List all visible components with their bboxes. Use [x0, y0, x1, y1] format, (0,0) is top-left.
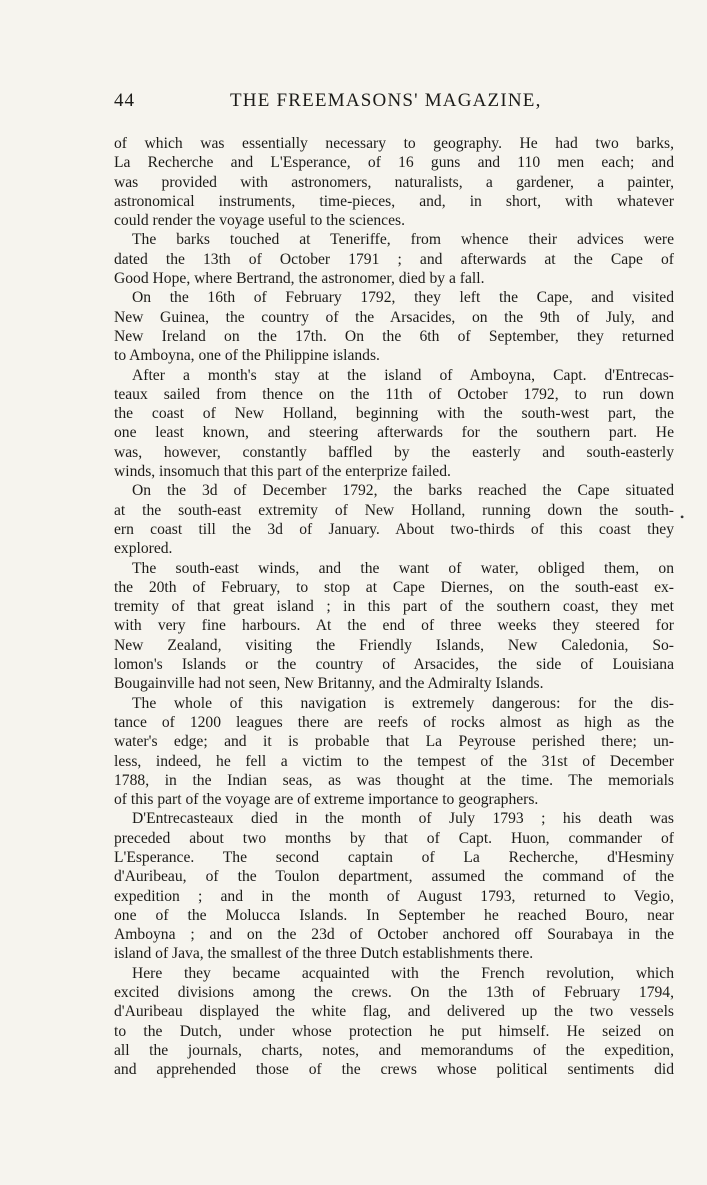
- text-line: of this part of the voyage are of extreme importance to geographers.: [114, 791, 539, 809]
- text-line: dated the 13th of October 1791 ; and afterwards at the Cape of: [114, 250, 674, 268]
- text-line: Good Hope, where Bertrand, the astronomer, died by a fall.: [114, 270, 485, 288]
- text-line: Bougainville had not seen, New Britanny, and the Admiralty Islands.: [114, 675, 544, 693]
- text-line: teaux sailed from thence on the 11th of October 1792, to run down: [114, 385, 674, 403]
- text-line: preceded about two months by that of Capt. Huon, commander of: [114, 829, 674, 847]
- text-line: to the Dutch, under whose protection he put himself. He seized on: [114, 1022, 674, 1040]
- paragraph-start: After a month's stay at the island of Amboyna, Capt. d'Entrecas-: [132, 366, 674, 384]
- text-line: La Recherche and L'Esperance, of 16 guns and 110 men each; and: [114, 154, 674, 172]
- page-number: 44: [114, 90, 135, 111]
- text-line: the coast of New Holland, beginning with the south-west part, the: [114, 405, 674, 423]
- text-line: at the south-east extremity of New Holland, running down the south-: [114, 501, 674, 519]
- text-line: with very fine harbours. At the end of three weeks they steered for: [114, 617, 674, 635]
- text-line: was provided with astronomers, naturalists, a gardener, a painter,: [114, 173, 674, 191]
- margin-mark: •: [680, 510, 685, 524]
- paragraph-start: The whole of this navigation is extremely dangerous: for the dis-: [132, 694, 674, 712]
- text-line: tremity of that great island ; in this part of the southern coast, they met: [114, 598, 674, 616]
- text-line: New Guinea, the country of the Arsacides, on the 9th of July, and: [114, 308, 674, 326]
- text-line: L'Esperance. The second captain of La Recherche, d'Hesminy: [114, 848, 674, 866]
- text-line: excited divisions among the crews. On the 13th of February 1794,: [114, 984, 674, 1002]
- text-line: to Amboyna, one of the Philippine islands.: [114, 347, 380, 365]
- text-line: astronomical instruments, time-pieces, and, in short, with whatever: [114, 192, 674, 210]
- text-line: less, indeed, he fell a victim to the tempest of the 31st of December: [114, 752, 674, 770]
- text-line: New Zealand, visiting the Friendly Islands, New Caledonia, So-: [114, 636, 674, 654]
- text-line: explored.: [114, 540, 173, 558]
- text-line: d'Auribeau, of the Toulon department, assumed the command of the: [114, 868, 674, 886]
- text-line: 1788, in the Indian seas, as was thought at the time. The memorials: [114, 771, 674, 789]
- paragraph-start: Here they became acquainted with the French revolution, which: [132, 964, 674, 982]
- text-line: the 20th of February, to stop at Cape Diernes, on the south-east ex-: [114, 578, 674, 596]
- body-text: [114, 134, 674, 1080]
- text-line: d'Auribeau displayed the white flag, and delivered up the two vessels: [114, 1003, 674, 1021]
- text-line: Amboyna ; and on the 23d of October anchored off Sourabaya in the: [114, 926, 674, 944]
- running-head: [114, 90, 674, 118]
- text-line: of which was essentially necessary to geography. He had two barks,: [114, 135, 674, 152]
- text-line: could render the voyage useful to the sciences.: [114, 212, 405, 230]
- text-line: all the journals, charts, notes, and memorandums of the expedition,: [114, 1041, 674, 1059]
- paragraph-start: On the 3d of December 1792, the barks reached the Cape situated: [132, 482, 674, 500]
- paragraph-start: D'Entrecasteaux died in the month of July 1793 ; his death was: [132, 810, 674, 828]
- paragraph-start: On the 16th of February 1792, they left the Cape, and visited: [132, 289, 674, 307]
- text-line: New Ireland on the 17th. On the 6th of September, they returned: [114, 327, 674, 345]
- text-line: water's edge; and it is probable that La Peyrouse perished there; un-: [114, 733, 674, 751]
- text-line: and apprehended those of the crews whose political sentiments did: [114, 1061, 674, 1079]
- paragraph-start: The barks touched at Teneriffe, from whence their advices were: [132, 231, 674, 249]
- text-line: winds, insomuch that this part of the enterprize failed.: [114, 463, 451, 481]
- text-line: lomon's Islands or the country of Arsacides, the side of Louisiana: [114, 656, 674, 674]
- paragraph-start: The south-east winds, and the want of water, obliged them, on: [132, 559, 674, 577]
- text-line: one least known, and steering afterwards for the southern part. He: [114, 424, 674, 442]
- text-line: island of Java, the smallest of the three Dutch establishments there.: [114, 945, 534, 963]
- text-line: one of the Molucca Islands. In September he reached Bouro, near: [114, 906, 674, 924]
- text-line: expedition ; and in the month of August 1793, returned to Vegio,: [114, 887, 674, 905]
- text-line: was, however, constantly baffled by the easterly and south-easterly: [114, 443, 674, 461]
- text-line: tance of 1200 leagues there are reefs of rocks almost as high as the: [114, 713, 674, 731]
- running-title: THE FREEMASONS' MAGAZINE,: [230, 90, 542, 111]
- text-line: ern coast till the 3d of January. About two-thirds of this coast they: [114, 520, 674, 538]
